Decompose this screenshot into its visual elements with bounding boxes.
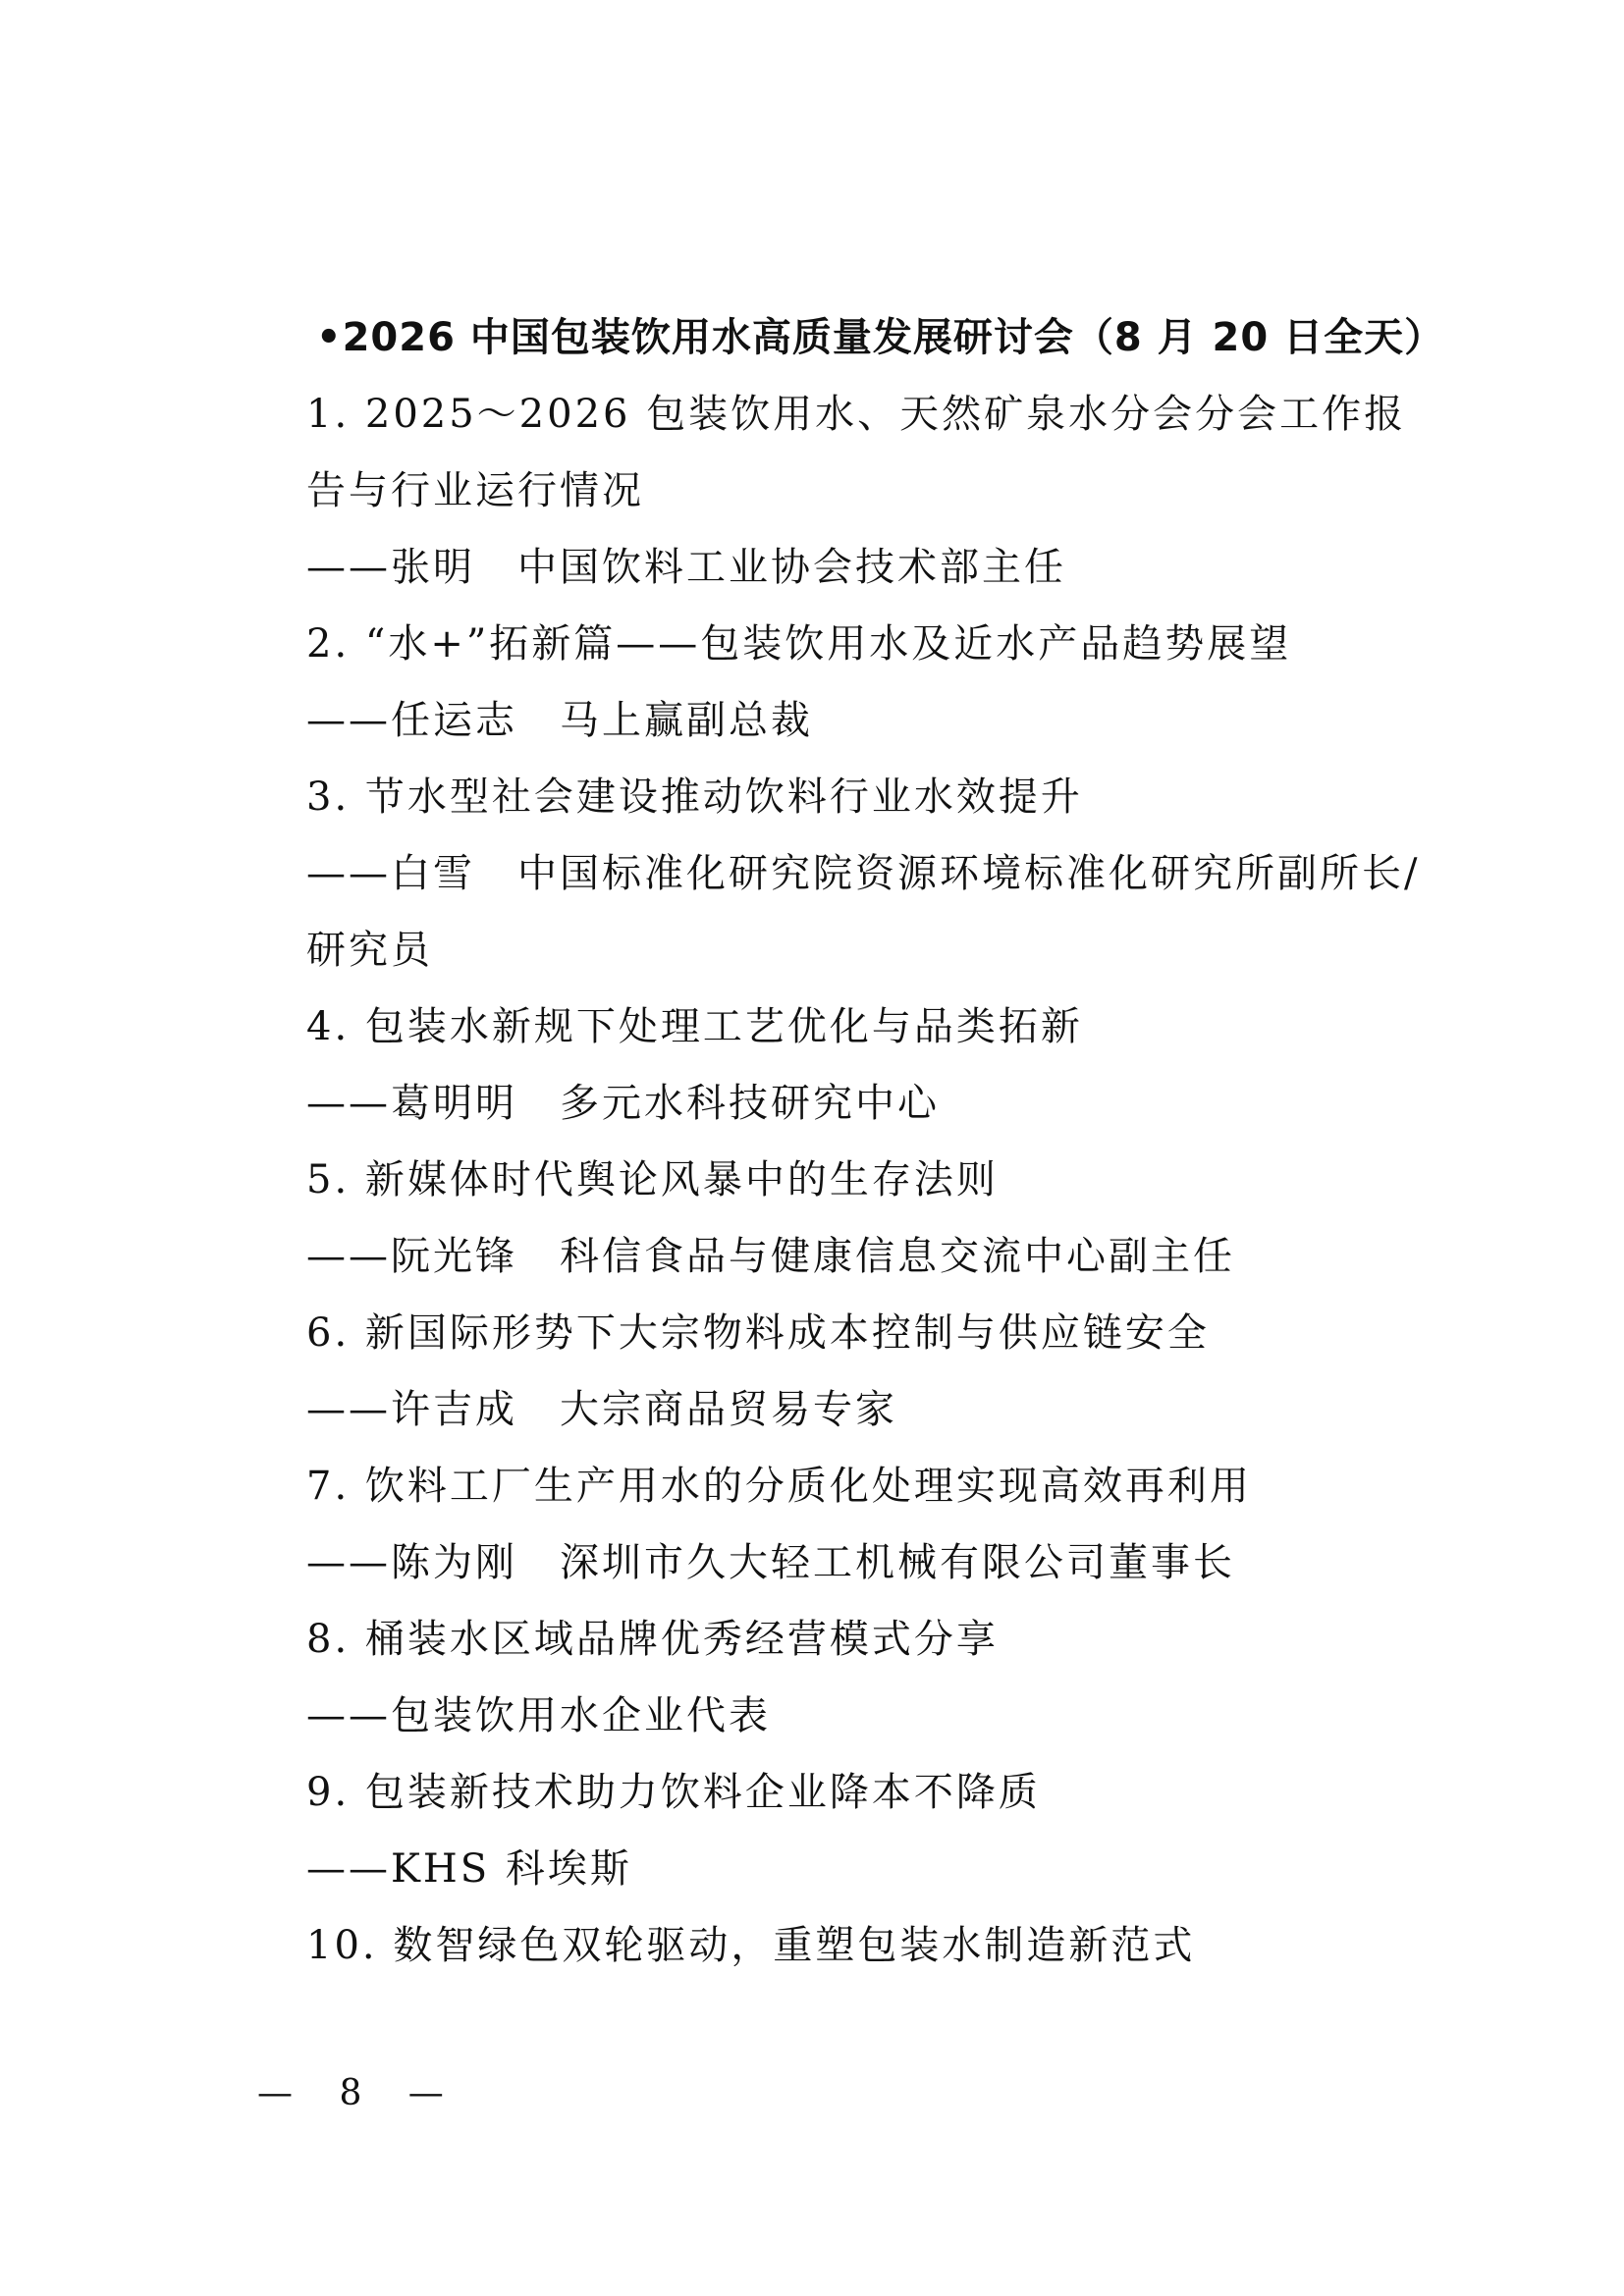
- agenda-item-speaker: ——陈为刚 深圳市久大轻工机械有限公司董事长: [306, 1540, 1235, 1585]
- agenda-item-speaker: ——葛明明 多元水科技研究中心: [306, 1081, 940, 1126]
- agenda-item-8: [306, 1601, 1445, 1754]
- agenda-item-title: 2. “水+”拓新篇——包装饮用水及近水产品趋势展望: [306, 621, 1292, 667]
- agenda-item-4: [306, 988, 1445, 1142]
- agenda-item-speaker: ——许吉成 大宗商品贸易专家: [306, 1387, 897, 1432]
- agenda-item-9: [306, 1754, 1445, 1907]
- agenda-item-7: [306, 1448, 1445, 1601]
- agenda-item-speaker: ——任运志 马上赢副总裁: [306, 698, 813, 743]
- agenda-item-title: 10. 数智绿色双轮驱动，重塑包装水制造新范式: [306, 1923, 1196, 1968]
- agenda-item-title: 5. 新媒体时代舆论风暴中的生存法则: [306, 1157, 999, 1202]
- agenda-item-title: 4. 包装水新规下处理工艺优化与品类拓新: [306, 1004, 1083, 1049]
- agenda-item-title: 9. 包装新技术助力饮料企业降本不降质: [306, 1770, 1041, 1815]
- agenda-item-speaker: ——KHS 科埃斯: [306, 1846, 632, 1892]
- agenda-item-title: 8. 桶装水区域品牌优秀经营模式分享: [306, 1617, 999, 1662]
- agenda-item-6: [306, 1295, 1445, 1448]
- section-heading: •2026 中国包装饮用水高质量发展研讨会（8 月 20 日全天）: [316, 315, 1445, 360]
- agenda-item-speaker: ——张明 中国饮料工业协会技术部主任: [306, 545, 1066, 590]
- agenda-item-title: 1. 2025～2026 包装饮用水、天然矿泉水分会分会工作报告与行业运行情况: [306, 392, 1407, 513]
- agenda-item-speaker: ——白雪 中国标准化研究院资源环境标准化研究所副所长/研究员: [306, 851, 1421, 973]
- page-number: — 8 —: [257, 2073, 461, 2113]
- agenda-item-5: [306, 1142, 1445, 1295]
- agenda-item-2: [306, 606, 1445, 759]
- agenda-item-title: 6. 新国际形势下大宗物料成本控制与供应链安全: [306, 1310, 1210, 1356]
- agenda-item-speaker: ——阮光锋 科信食品与健康信息交流中心副主任: [306, 1234, 1235, 1279]
- agenda-item-title: 3. 节水型社会建设推动饮料行业水效提升: [306, 774, 1083, 820]
- agenda-item-3: [306, 759, 1445, 988]
- agenda-item-10: [306, 1907, 1445, 1984]
- agenda-item-title: 7. 饮料工厂生产用水的分质化处理实现高效再利用: [306, 1464, 1252, 1509]
- agenda-item-1: [306, 376, 1445, 606]
- agenda-section: [306, 299, 1445, 1984]
- agenda-item-speaker: ——包装饮用水企业代表: [306, 1693, 771, 1738]
